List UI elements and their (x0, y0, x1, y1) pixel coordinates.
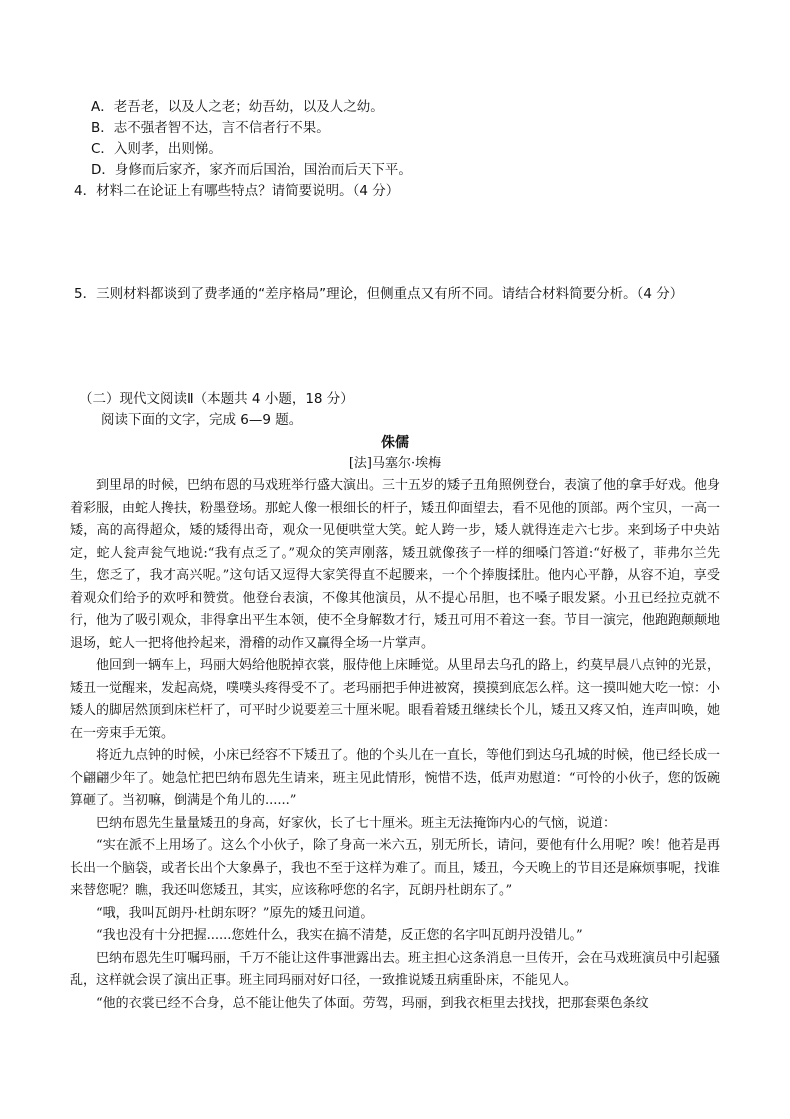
story-paragraph: 将近九点钟的时候，小床已经容不下矮丑了。他的个头儿在一直长，等他们到达乌孔城的时候，他已经长成一个翩翩少年了。她急忙把巴纳布恩先生请来，班主见此情形，惋惜不迭，低声劝慰道：“可怜的小伙子，您的饭碗算砸了。当初嘛，倒满是个角儿的......” (70, 748, 721, 808)
story-paragraph: 到里昂的时候，巴纳布恩的马戏班举行盛大演出。三十五岁的矮子丑角照例登台，表演了他的拿手好戏。他身着彩服，由蛇人搀扶，粉墨登场。那蛇人像一根细长的杆子，矮丑仰面望去，看不见他的顶部。两个宝贝，一高一矮，高的高得超众，矮的矮得出奇，观众一见便哄堂大笑。蛇人跨一步，矮人就得连走六七步。来到场子中央站定，蛇人瓮声瓮气地说:“我有点乏了。”观众的笑声刚落，矮丑就像孩子一样的细嗓门答道:“好极了，菲弗尔兰先生，您乏了，我才高兴呢。”这句话又逗得大家笑得直不起腰来，一个个捧腹揉肚。他内心平静，从容不迫，享受着观众们给予的欢呼和赞赏。他登台表演，不像其他演员，从不提心吊胆，也不嗓子眼发紧。小丑已经拉克就不行，他为了吸引观众，非得拿出平生本领，使不全身解数才行，矮丑可用不着这一套。节目一演完，他跑跑颠颠地退场，蛇人一把将他拎起来，滑稽的动作又赢得全场一片掌声。 (70, 478, 721, 651)
instruction: 阅读下面的文字，完成 6—9 题。 (101, 412, 303, 428)
section-title: （二）现代文阅读Ⅱ（本题共 4 小题，18 分） (79, 391, 354, 407)
question-4: 4．材料二在论证上有哪些特点？请简要说明。（4 分） (74, 183, 400, 199)
story-author: [法]马塞尔·埃梅 (348, 456, 442, 471)
story-paragraph: “实在派不上用场了。这么个小伙子，除了身高一米六五，别无所长，请问，要他有什么用呢？唉！他若是再长出一个脑袋，或者长出个大象鼻子，我也不至于这样为难了。而且，矮丑，今天晚上的节目还是麻烦事呢，找谁来替您呢？瞧，我还叫您矮丑，其实，应该称呼您的名字，瓦朗丹杜朗东了。” (70, 838, 721, 898)
option-c: C．入则孝，出则悌。 (91, 141, 222, 157)
story-paragraph: “哦，我叫瓦朗丹·杜朗东呀？”原先的矮丑问道。 (96, 905, 374, 921)
story-paragraph: “他的衣裳已经不合身，总不能让他失了体面。劳驾，玛丽，到我衣柜里去找找，把那套栗色条纹 (96, 995, 649, 1011)
story-paragraph: 他回到一辆车上，玛丽大妈给他脱掉衣裳，服侍他上床睡觉。从里昂去乌孔的路上，约莫早晨八点钟的光景，矮丑一觉醒来，发起高烧，噗噗头疼得受不了。老玛丽把手伸进被窝，摸摸到底怎么样。这一摸叫她大吃一惊：小矮人的脚居然顶到床栏杆了，可平时少说要差三十厘米呢。眼看着矮丑继续长个儿，矮丑又疼又怕，连声叫唤，她在一旁束手无策。 (70, 658, 721, 741)
story-paragraph: 巴纳布恩先生量量矮丑的身高，好家伙，长了七十厘米。班主无法掩饰内心的气恼，说道： (96, 815, 617, 831)
story-paragraph: “我也没有十分把握......您姓什么，我实在搞不清楚，反正您的名字叫瓦朗丹没错儿。” (96, 928, 583, 943)
option-d: D．身修而后家齐，家齐而后国治，国治而后天下平。 (91, 162, 412, 178)
story-paragraph: 巴纳布恩先生叮嘱玛丽，千万不能让这件事泄露出去。班主担心这条消息一旦传开，会在马戏班演员中引起骚乱，这样就会误了演出正事。班主同玛丽对好口径，一致推说矮丑病重卧床，不能见人。 (70, 950, 721, 988)
question-5: 5．三则材料都谈到了费孝通的“差序格局”理论，但侧重点又有所不同。请结合材料简要分析。（4 分） (74, 286, 684, 302)
option-a: A．老吾老，以及人之老；幼吾幼，以及人之幼。 (91, 99, 384, 115)
story-body (70, 475, 720, 1015)
story-title: 侏儒 (381, 435, 409, 451)
option-b: B．志不强者智不达，言不信者行不果。 (91, 120, 330, 136)
